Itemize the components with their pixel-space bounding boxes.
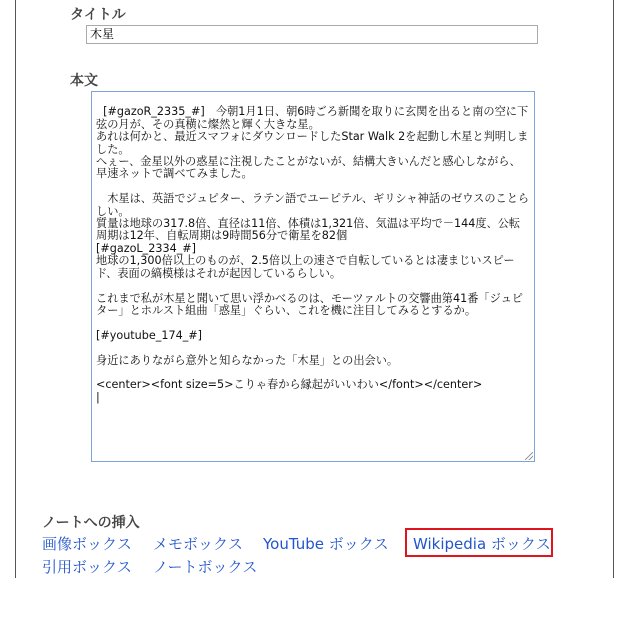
insert-memo-box-link[interactable]: メモボックス [153,535,243,553]
insert-quote-box-link[interactable]: 引用ボックス [42,558,132,576]
insert-note-box-link[interactable]: ノートボックス [153,558,258,576]
body-text: [#gazoR_2335_#] 今朝1月1日、朝6時ごろ新聞を取りに玄関を出ると南の空に下弦の月が、その真横に燦然と輝く大きな星。 あれは何かと、最近スマフォにダウンロードしたStar Walk 2を起動し木星と判明しました。 へぇー、金星以外の惑星に注視したことがないが、結構大きいんだと感心しながら、早速ネットで調べてみました。 木星は、英語でジュピター、ラテン語でユーピテル、ギリシャ神話のゼウスのことらしい。 質量は地球の317.8倍、直径は11倍、体積は1,321倍、気温は平均で－144度、公転周期は12年、自転周期は9時間56分で衛星を82個 [#gazoL_2334_#] 地球の1,300倍以上のものが、2.5倍以上の速さで自転しているとは凄まじいスピード、表面の縞模様はそれが起因しているらしい。 これまで私が木星と聞いて思い浮かべるのは、モーツァルトの交響曲第41番「ジュピター」とホルスト組曲「惑星」ぐらい、これを機に注目してみるとするか。 [#youtube_174_#] 身近にありながら意外と知らなかった「木星」との出会い。 <center><font size=5>こりゃ春から縁起がいいわい</font></center> | [96,105,530,404]
insert-wikipedia-box-link[interactable]: Wikipedia ボックス [413,535,551,553]
title-input[interactable]: 木星 [86,25,538,44]
resize-grip-icon[interactable] [525,452,533,460]
insert-youtube-box-link[interactable]: YouTube ボックス [263,535,389,553]
wikipedia-box-highlight [405,528,553,557]
insert-image-box-link[interactable]: 画像ボックス [42,535,132,553]
insert-heading: ノートへの挿入 [42,515,140,531]
body-textarea[interactable] [91,91,535,462]
body-label: 本文 [70,73,98,89]
title-label: タイトル [70,7,126,23]
